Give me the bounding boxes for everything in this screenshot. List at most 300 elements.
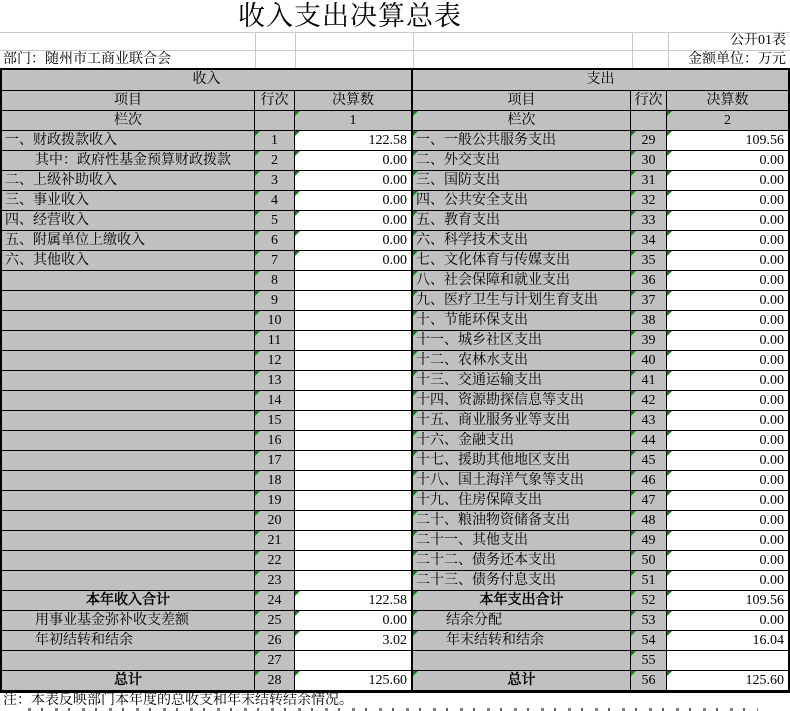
expense-value-cell[interactable]: 0.00: [667, 511, 788, 531]
sheet-label: 公开01表: [730, 33, 786, 48]
income-item-cell[interactable]: [2, 371, 255, 391]
income-line-cell[interactable]: 16: [255, 431, 295, 451]
error-indicator-icon: [413, 491, 418, 496]
error-indicator-icon: [667, 611, 672, 616]
error-indicator-icon: [631, 471, 636, 476]
error-indicator-icon: [667, 231, 672, 236]
error-indicator-icon: [255, 451, 260, 456]
expense-value-cell[interactable]: 0.00: [667, 451, 788, 471]
expense-line-cell[interactable]: 30: [631, 151, 667, 171]
expense-item-cell[interactable]: 十八、国土海洋气象等支出: [413, 471, 631, 491]
expense-line-cell[interactable]: 35: [631, 251, 667, 271]
income-item-cell[interactable]: [2, 351, 255, 371]
expense-item-cell[interactable]: 二十三、债务付息支出: [413, 571, 631, 591]
income-item-cell[interactable]: [2, 491, 255, 511]
error-indicator-icon: [631, 151, 636, 156]
income-item-cell[interactable]: 用事业基金弥补收支差额: [2, 611, 255, 631]
income-item-cell[interactable]: [2, 471, 255, 491]
income-value-cell[interactable]: [295, 271, 413, 291]
income-value-cell[interactable]: 0.00: [295, 611, 413, 631]
error-indicator-icon: [667, 111, 672, 116]
expense-item-cell[interactable]: 四、公共安全支出: [413, 191, 631, 211]
income-value-cell[interactable]: [295, 391, 413, 411]
error-indicator-icon: [413, 611, 418, 616]
income-value-cell[interactable]: 3.02: [295, 631, 413, 651]
expense-value-cell[interactable]: 0.00: [667, 211, 788, 231]
error-indicator-icon: [667, 471, 672, 476]
income-col-number-cell[interactable]: 1: [295, 111, 413, 131]
error-indicator-icon: [255, 571, 260, 576]
error-indicator-icon: [413, 251, 418, 256]
income-line-cell[interactable]: 17: [255, 451, 295, 471]
income-value-cell[interactable]: [295, 311, 413, 331]
error-indicator-icon: [255, 231, 260, 236]
error-indicator-icon: [413, 371, 418, 376]
expense-column-label-cell[interactable]: 栏次: [413, 111, 631, 131]
error-indicator-icon: [295, 251, 300, 256]
error-indicator-icon: [413, 171, 418, 176]
income-line-cell[interactable]: 21: [255, 531, 295, 551]
error-indicator-icon: [413, 471, 418, 476]
error-indicator-icon: [413, 451, 418, 456]
expense-line-cell[interactable]: 29: [631, 131, 667, 151]
expense-value-cell[interactable]: 0.00: [667, 251, 788, 271]
error-indicator-icon: [255, 151, 260, 156]
expense-item-cell[interactable]: 十五、商业服务业等支出: [413, 411, 631, 431]
income-line-cell[interactable]: 27: [255, 651, 295, 671]
expense-line-blank-cell[interactable]: [631, 111, 667, 131]
income-item-cell[interactable]: [2, 391, 255, 411]
error-indicator-icon: [413, 291, 418, 296]
income-line-cell[interactable]: 18: [255, 471, 295, 491]
error-indicator-icon: [413, 211, 418, 216]
expense-item-header[interactable]: 项目: [413, 91, 631, 111]
error-indicator-icon: [413, 431, 418, 436]
error-indicator-icon: [413, 571, 418, 576]
income-item-cell[interactable]: 四、经营收入: [2, 211, 255, 231]
error-indicator-icon: [667, 371, 672, 376]
income-line-cell[interactable]: 1: [255, 131, 295, 151]
income-item-cell[interactable]: [2, 511, 255, 531]
expense-amount-header[interactable]: 决算数: [667, 91, 788, 111]
expense-value-cell[interactable]: 0.00: [667, 431, 788, 451]
error-indicator-icon: [667, 591, 672, 596]
expense-value-cell[interactable]: 0.00: [667, 171, 788, 191]
error-indicator-icon: [667, 551, 672, 556]
income-item-cell[interactable]: 本年收入合计: [2, 591, 255, 611]
expense-line-cell[interactable]: 31: [631, 171, 667, 191]
expense-section-header[interactable]: 支出: [413, 70, 788, 91]
income-value-cell[interactable]: [295, 571, 413, 591]
income-value-cell[interactable]: [295, 491, 413, 511]
income-value-cell[interactable]: [295, 291, 413, 311]
income-amount-header[interactable]: 决算数: [295, 91, 413, 111]
income-value-cell[interactable]: [295, 331, 413, 351]
income-item-cell[interactable]: [2, 331, 255, 351]
error-indicator-icon: [667, 291, 672, 296]
expense-value-cell[interactable]: 16.04: [667, 631, 788, 651]
error-indicator-icon: [413, 231, 418, 236]
expense-item-cell[interactable]: 十、节能环保支出: [413, 311, 631, 331]
error-indicator-icon: [631, 351, 636, 356]
error-indicator-icon: [631, 451, 636, 456]
error-indicator-icon: [255, 551, 260, 556]
expense-value-cell[interactable]: 0.00: [667, 491, 788, 511]
income-item-header[interactable]: 项目: [2, 91, 255, 111]
income-line-cell[interactable]: 3: [255, 171, 295, 191]
error-indicator-icon: [667, 331, 672, 336]
income-line-cell[interactable]: 7: [255, 251, 295, 271]
expense-line-cell[interactable]: 40: [631, 351, 667, 371]
error-indicator-icon: [255, 371, 260, 376]
income-value-cell[interactable]: [295, 411, 413, 431]
expense-line-cell[interactable]: 48: [631, 511, 667, 531]
error-indicator-icon: [667, 491, 672, 496]
error-indicator-icon: [255, 191, 260, 196]
expense-item-cell[interactable]: 十四、资源勘探信息等支出: [413, 391, 631, 411]
income-value-cell[interactable]: 0.00: [295, 171, 413, 191]
expense-line-cell[interactable]: 36: [631, 271, 667, 291]
error-indicator-icon: [295, 131, 300, 136]
error-indicator-icon: [631, 591, 636, 596]
expense-value-cell[interactable]: 125.60: [667, 671, 788, 691]
error-indicator-icon: [631, 391, 636, 396]
income-line-cell[interactable]: 22: [255, 551, 295, 571]
error-indicator-icon: [667, 671, 672, 676]
error-indicator-icon: [255, 471, 260, 476]
expense-item-cell[interactable]: 六、科学技术支出: [413, 231, 631, 251]
expense-line-cell[interactable]: 46: [631, 471, 667, 491]
expense-value-cell[interactable]: 0.00: [667, 271, 788, 291]
expense-line-cell[interactable]: 38: [631, 311, 667, 331]
error-indicator-icon: [631, 251, 636, 256]
expense-item-cell[interactable]: 十一、城乡社区支出: [413, 331, 631, 351]
expense-item-cell[interactable]: 一、一般公共服务支出: [413, 131, 631, 151]
expense-item-cell[interactable]: 本年支出合计: [413, 591, 631, 611]
error-indicator-icon: [295, 231, 300, 236]
expense-item-cell[interactable]: 五、教育支出: [413, 211, 631, 231]
expense-item-cell[interactable]: 二十二、债务还本支出: [413, 551, 631, 571]
income-line-cell[interactable]: 28: [255, 671, 295, 691]
income-item-cell[interactable]: [2, 551, 255, 571]
gridline: [255, 32, 256, 70]
income-item-cell[interactable]: 三、事业收入: [2, 191, 255, 211]
error-indicator-icon: [667, 571, 672, 576]
expense-value-cell[interactable]: 0.00: [667, 531, 788, 551]
income-item-cell[interactable]: [2, 311, 255, 331]
gridline: [295, 32, 296, 70]
income-item-cell[interactable]: [2, 451, 255, 471]
gridline: [668, 32, 669, 70]
account-table: [0, 68, 790, 693]
income-line-header[interactable]: 行次: [255, 91, 295, 111]
expense-value-cell[interactable]: [667, 651, 788, 671]
error-indicator-icon: [631, 171, 636, 176]
error-indicator-icon: [667, 511, 672, 516]
error-indicator-icon: [631, 671, 636, 676]
error-indicator-icon: [667, 131, 672, 136]
error-indicator-icon: [295, 611, 300, 616]
expense-line-cell[interactable]: 32: [631, 191, 667, 211]
income-item-cell[interactable]: 五、附属单位上缴收入: [2, 231, 255, 251]
error-indicator-icon: [413, 111, 418, 116]
error-indicator-icon: [255, 271, 260, 276]
error-indicator-icon: [631, 271, 636, 276]
error-indicator-icon: [631, 331, 636, 336]
expense-value-cell[interactable]: 0.00: [667, 371, 788, 391]
income-item-cell[interactable]: [2, 571, 255, 591]
income-line-cell[interactable]: 20: [255, 511, 295, 531]
expense-item-cell[interactable]: 二十、粮油物资储备支出: [413, 511, 631, 531]
error-indicator-icon: [631, 631, 636, 636]
error-indicator-icon: [255, 671, 260, 676]
expense-item-cell[interactable]: 十三、交通运输支出: [413, 371, 631, 391]
expense-col-number-cell[interactable]: 2: [667, 111, 788, 131]
expense-line-cell[interactable]: 43: [631, 411, 667, 431]
expense-item-cell[interactable]: 九、医疗卫生与计划生育支出: [413, 291, 631, 311]
error-indicator-icon: [631, 311, 636, 316]
expense-item-cell[interactable]: 三、国防支出: [413, 171, 631, 191]
expense-value-cell[interactable]: 0.00: [667, 331, 788, 351]
error-indicator-icon: [255, 351, 260, 356]
error-indicator-icon: [255, 171, 260, 176]
error-indicator-icon: [255, 211, 260, 216]
expense-value-cell[interactable]: 0.00: [667, 571, 788, 591]
expense-line-cell[interactable]: 42: [631, 391, 667, 411]
error-indicator-icon: [255, 331, 260, 336]
error-indicator-icon: [413, 531, 418, 536]
error-indicator-icon: [255, 131, 260, 136]
income-line-cell[interactable]: 10: [255, 311, 295, 331]
income-line-cell[interactable]: 23: [255, 571, 295, 591]
income-column-label-cell[interactable]: 栏次: [2, 111, 255, 131]
expense-value-cell[interactable]: 0.00: [667, 391, 788, 411]
expense-line-cell[interactable]: 52: [631, 591, 667, 611]
error-indicator-icon: [255, 491, 260, 496]
expense-value-cell[interactable]: 0.00: [667, 191, 788, 211]
income-item-cell[interactable]: [2, 531, 255, 551]
expense-line-cell[interactable]: 47: [631, 491, 667, 511]
income-line-cell[interactable]: 25: [255, 611, 295, 631]
error-indicator-icon: [631, 371, 636, 376]
income-line-cell[interactable]: 13: [255, 371, 295, 391]
income-item-cell[interactable]: [2, 271, 255, 291]
error-indicator-icon: [255, 651, 260, 656]
error-indicator-icon: [631, 211, 636, 216]
income-value-cell[interactable]: 0.00: [295, 231, 413, 251]
income-value-cell[interactable]: [295, 351, 413, 371]
error-indicator-icon: [255, 391, 260, 396]
error-indicator-icon: [413, 131, 418, 136]
income-value-cell[interactable]: 122.58: [295, 131, 413, 151]
expense-line-cell[interactable]: 50: [631, 551, 667, 571]
error-indicator-icon: [413, 331, 418, 336]
expense-item-cell[interactable]: 十七、援助其他地区支出: [413, 451, 631, 471]
error-indicator-icon: [667, 351, 672, 356]
error-indicator-icon: [255, 611, 260, 616]
expense-line-cell[interactable]: 37: [631, 291, 667, 311]
error-indicator-icon: [255, 291, 260, 296]
gridline: [413, 32, 414, 70]
error-indicator-icon: [631, 131, 636, 136]
income-value-cell[interactable]: [295, 511, 413, 531]
expense-line-cell[interactable]: 33: [631, 211, 667, 231]
expense-item-cell[interactable]: 总计: [413, 671, 631, 691]
income-value-cell[interactable]: [295, 371, 413, 391]
income-item-cell[interactable]: 一、财政拨款收入: [2, 131, 255, 151]
error-indicator-icon: [667, 191, 672, 196]
income-value-cell[interactable]: 0.00: [295, 151, 413, 171]
income-value-cell[interactable]: [295, 651, 413, 671]
gridline: [0, 32, 790, 33]
error-indicator-icon: [631, 511, 636, 516]
error-indicator-icon: [631, 611, 636, 616]
expense-line-cell[interactable]: 39: [631, 331, 667, 351]
expense-value-cell[interactable]: 0.00: [667, 151, 788, 171]
error-indicator-icon: [413, 191, 418, 196]
income-line-cell[interactable]: 12: [255, 351, 295, 371]
error-indicator-icon: [631, 551, 636, 556]
expense-item-cell[interactable]: 八、社会保障和就业支出: [413, 271, 631, 291]
error-indicator-icon: [667, 631, 672, 636]
expense-value-cell[interactable]: 0.00: [667, 551, 788, 571]
error-indicator-icon: [631, 291, 636, 296]
error-indicator-icon: [295, 671, 300, 676]
expense-item-cell[interactable]: [413, 651, 631, 671]
income-line-cell[interactable]: 26: [255, 631, 295, 651]
footnote: 注：本表反映部门本年度的总收支和年末结转结余情况。: [3, 693, 353, 708]
expense-line-cell[interactable]: 56: [631, 671, 667, 691]
error-indicator-icon: [631, 571, 636, 576]
expense-line-header[interactable]: 行次: [631, 91, 667, 111]
income-value-cell[interactable]: 0.00: [295, 211, 413, 231]
expense-item-cell[interactable]: 结余分配: [413, 611, 631, 631]
gridline: [0, 50, 790, 51]
expense-item-cell[interactable]: 七、文化体育与传媒支出: [413, 251, 631, 271]
error-indicator-icon: [631, 531, 636, 536]
error-indicator-icon: [631, 431, 636, 436]
expense-line-cell[interactable]: 51: [631, 571, 667, 591]
income-item-cell[interactable]: [2, 411, 255, 431]
error-indicator-icon: [631, 411, 636, 416]
expense-value-cell[interactable]: 0.00: [667, 231, 788, 251]
expense-item-cell[interactable]: 十九、住房保障支出: [413, 491, 631, 511]
expense-line-cell[interactable]: 55: [631, 651, 667, 671]
income-value-cell[interactable]: [295, 551, 413, 571]
income-item-cell[interactable]: [2, 291, 255, 311]
expense-line-cell[interactable]: 34: [631, 231, 667, 251]
error-indicator-icon: [413, 151, 418, 156]
expense-item-cell[interactable]: 二十一、其他支出: [413, 531, 631, 551]
income-line-cell[interactable]: 15: [255, 411, 295, 431]
income-value-cell[interactable]: [295, 451, 413, 471]
expense-line-cell[interactable]: 45: [631, 451, 667, 471]
error-indicator-icon: [667, 271, 672, 276]
error-indicator-icon: [413, 511, 418, 516]
income-item-cell[interactable]: 六、其他收入: [2, 251, 255, 271]
expense-value-cell[interactable]: 0.00: [667, 471, 788, 491]
error-indicator-icon: [667, 151, 672, 156]
expense-value-cell[interactable]: 0.00: [667, 411, 788, 431]
expense-value-cell[interactable]: 0.00: [667, 611, 788, 631]
income-item-cell[interactable]: [2, 431, 255, 451]
error-indicator-icon: [295, 111, 300, 116]
expense-value-cell[interactable]: 109.56: [667, 131, 788, 151]
error-indicator-icon: [295, 211, 300, 216]
income-line-cell[interactable]: 6: [255, 231, 295, 251]
expense-value-cell[interactable]: 0.00: [667, 351, 788, 371]
income-line-cell[interactable]: 2: [255, 151, 295, 171]
income-value-cell[interactable]: [295, 531, 413, 551]
expense-item-cell[interactable]: 十二、农林水支出: [413, 351, 631, 371]
expense-line-cell[interactable]: 49: [631, 531, 667, 551]
error-indicator-icon: [255, 431, 260, 436]
income-line-cell[interactable]: 24: [255, 591, 295, 611]
income-line-cell[interactable]: 9: [255, 291, 295, 311]
expense-item-cell[interactable]: 年末结转和结余: [413, 631, 631, 651]
income-item-cell[interactable]: [2, 651, 255, 671]
expense-item-cell[interactable]: 十六、金融支出: [413, 431, 631, 451]
error-indicator-icon: [255, 591, 260, 596]
expense-line-cell[interactable]: 41: [631, 371, 667, 391]
expense-item-cell[interactable]: 二、外交支出: [413, 151, 631, 171]
error-indicator-icon: [295, 631, 300, 636]
income-value-cell[interactable]: 125.60: [295, 671, 413, 691]
income-item-cell[interactable]: 年初结转和结余: [2, 631, 255, 651]
error-indicator-icon: [667, 451, 672, 456]
expense-line-cell[interactable]: 54: [631, 631, 667, 651]
income-line-cell[interactable]: 4: [255, 191, 295, 211]
income-value-cell[interactable]: 122.58: [295, 591, 413, 611]
error-indicator-icon: [631, 231, 636, 236]
error-indicator-icon: [667, 171, 672, 176]
department-label: 部门：随州市工商业联合会: [3, 52, 171, 67]
error-indicator-icon: [255, 511, 260, 516]
error-indicator-icon: [413, 551, 418, 556]
expense-line-cell[interactable]: 53: [631, 611, 667, 631]
income-value-cell[interactable]: [295, 471, 413, 491]
expense-line-cell[interactable]: 44: [631, 431, 667, 451]
income-line-cell[interactable]: 8: [255, 271, 295, 291]
page-title: 收入支出决算总表: [238, 1, 462, 31]
error-indicator-icon: [295, 191, 300, 196]
income-line-cell[interactable]: 5: [255, 211, 295, 231]
error-indicator-icon: [667, 211, 672, 216]
income-value-cell[interactable]: [295, 431, 413, 451]
income-line-cell[interactable]: 11: [255, 331, 295, 351]
expense-value-cell[interactable]: 0.00: [667, 291, 788, 311]
error-indicator-icon: [295, 591, 300, 596]
error-indicator-icon: [631, 491, 636, 496]
error-indicator-icon: [255, 631, 260, 636]
income-value-cell[interactable]: 0.00: [295, 251, 413, 271]
income-line-cell[interactable]: 14: [255, 391, 295, 411]
income-value-cell[interactable]: 0.00: [295, 191, 413, 211]
error-indicator-icon: [255, 531, 260, 536]
income-item-cell[interactable]: 其中：政府性基金预算财政拨款: [2, 151, 255, 171]
error-indicator-icon: [295, 171, 300, 176]
error-indicator-icon: [413, 631, 418, 636]
expense-value-cell[interactable]: 0.00: [667, 311, 788, 331]
error-indicator-icon: [413, 351, 418, 356]
income-item-cell[interactable]: 二、上级补助收入: [2, 171, 255, 191]
income-section-header[interactable]: 收入: [2, 70, 413, 91]
error-indicator-icon: [667, 431, 672, 436]
expense-value-cell[interactable]: 109.56: [667, 591, 788, 611]
income-line-cell[interactable]: 19: [255, 491, 295, 511]
income-line-blank-cell[interactable]: [255, 111, 295, 131]
income-item-cell[interactable]: 总计: [2, 671, 255, 691]
